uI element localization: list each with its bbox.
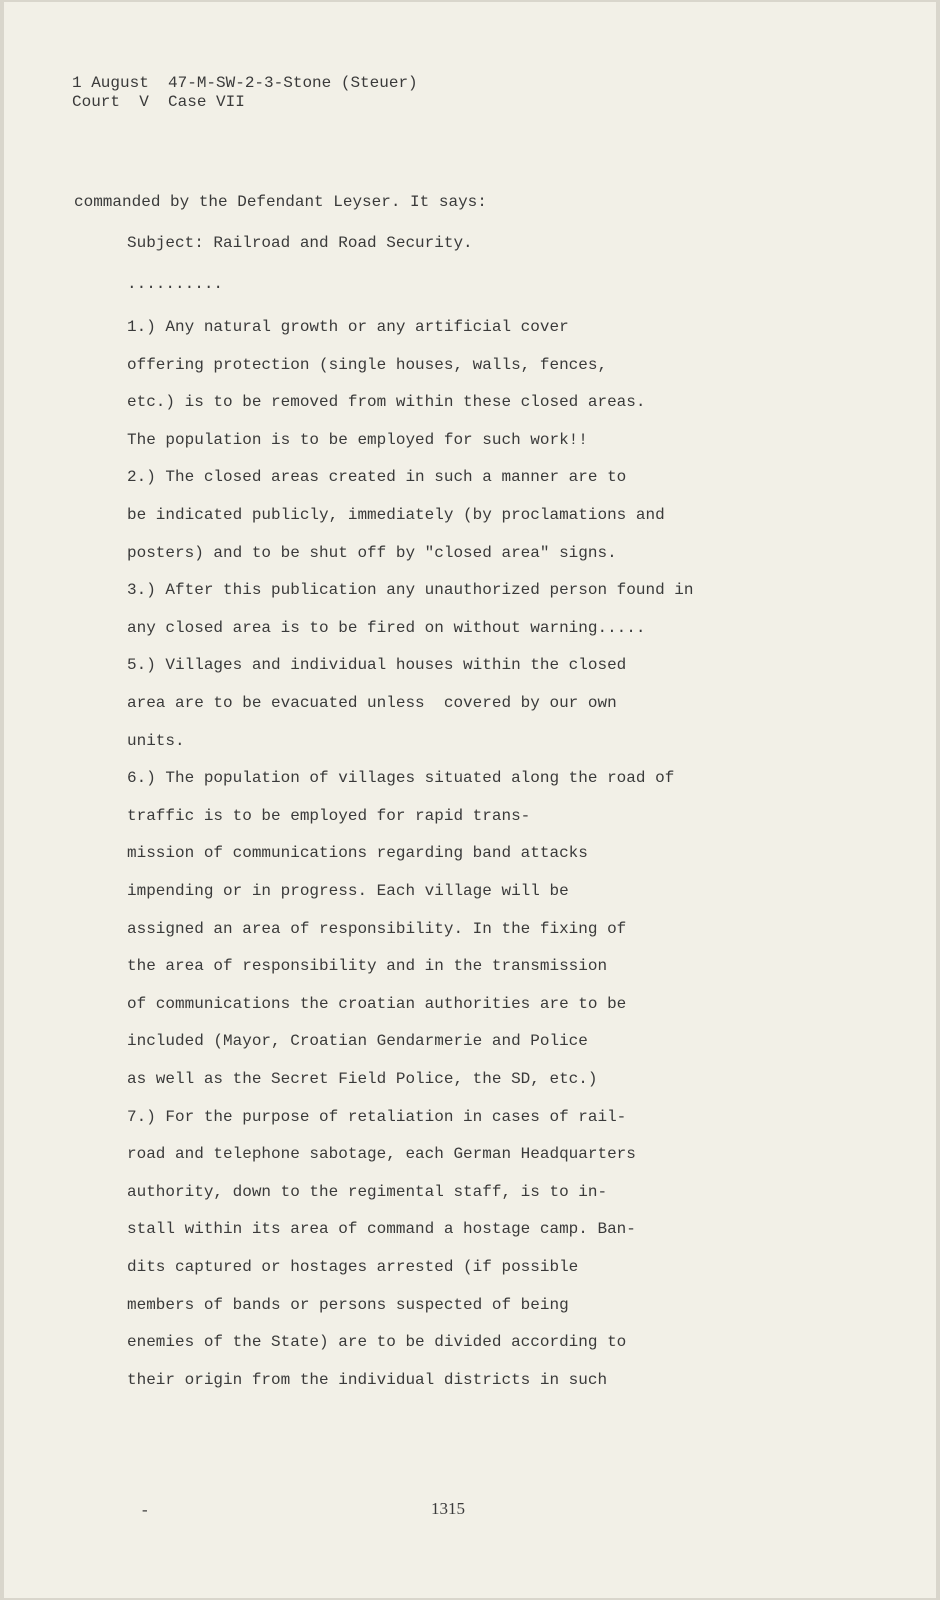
body-line: area are to be evacuated unless covered by our own [127, 694, 617, 712]
body-line: the area of responsibility and in the transmission [127, 957, 608, 976]
intro-line: commanded by the Defendant Leyser. It says: [74, 193, 487, 211]
document-page [4, 2, 936, 1598]
body-line: authority, down to the regimental staff, is to in- [127, 1182, 608, 1201]
body-line: dits captured or hostages arrested (if possible [127, 1258, 579, 1276]
body-line: 7.) For the purpose of retaliation in cases of rail- [127, 1107, 627, 1126]
body-line: stall within its area of command a hostage camp. Ban- [127, 1220, 636, 1239]
page-number: 1315 [431, 1499, 465, 1518]
body-line: posters) and to be shut off by "closed area" signs. [127, 543, 617, 562]
body-line: mission of communications regarding band attacks [127, 844, 588, 863]
body-line: offering protection (single houses, walls, fences, [127, 355, 608, 374]
header-line-2: Court V Case VII [72, 93, 245, 111]
body-line: The population is to be employed for such work!! [127, 430, 588, 449]
body-line: road and telephone sabotage, each German Headquarters [127, 1145, 636, 1164]
body-line: of communications the croatian authorities are to be [127, 994, 627, 1013]
ellipsis-line: .......... [127, 275, 224, 293]
body-line: traffic is to be employed for rapid trans- [127, 806, 531, 825]
body-line: any closed area is to be fired on without warning..... [127, 618, 646, 637]
body-line: 3.) After this publication any unauthorized person found in [127, 581, 694, 600]
body-line: assigned an area of responsibility. In the fixing of [127, 919, 627, 938]
body-line: 5.) Villages and individual houses within the closed [127, 656, 627, 675]
body-line: impending or in progress. Each village will be [127, 882, 569, 900]
body-line: 6.) The population of villages situated along the road of [127, 769, 675, 788]
body-line: enemies of the State) are to be divided according to [127, 1333, 627, 1352]
body-line: be indicated publicly, immediately (by proclamations and [127, 506, 665, 524]
body-line: 2.) The closed areas created in such a manner are to [127, 468, 627, 487]
body-line: included (Mayor, Croatian Gendarmerie and Police [127, 1032, 588, 1051]
body-line: members of bands or persons suspected of being [127, 1295, 569, 1314]
body-line: their origin from the individual districts in such [127, 1370, 608, 1389]
body-line: etc.) is to be removed from within these closed areas. [127, 393, 646, 412]
body-line: 1.) Any natural growth or any artificial cover [127, 318, 569, 336]
body-line: as well as the Secret Field Police, the SD, etc.) [127, 1070, 598, 1088]
header-line-1: 1 August 47-M-SW-2-3-Stone (Steuer) [72, 74, 418, 92]
body-line: units. [127, 731, 185, 750]
subject-line: Subject: Railroad and Road Security. [127, 234, 473, 252]
footer-dash: - [140, 1502, 150, 1520]
